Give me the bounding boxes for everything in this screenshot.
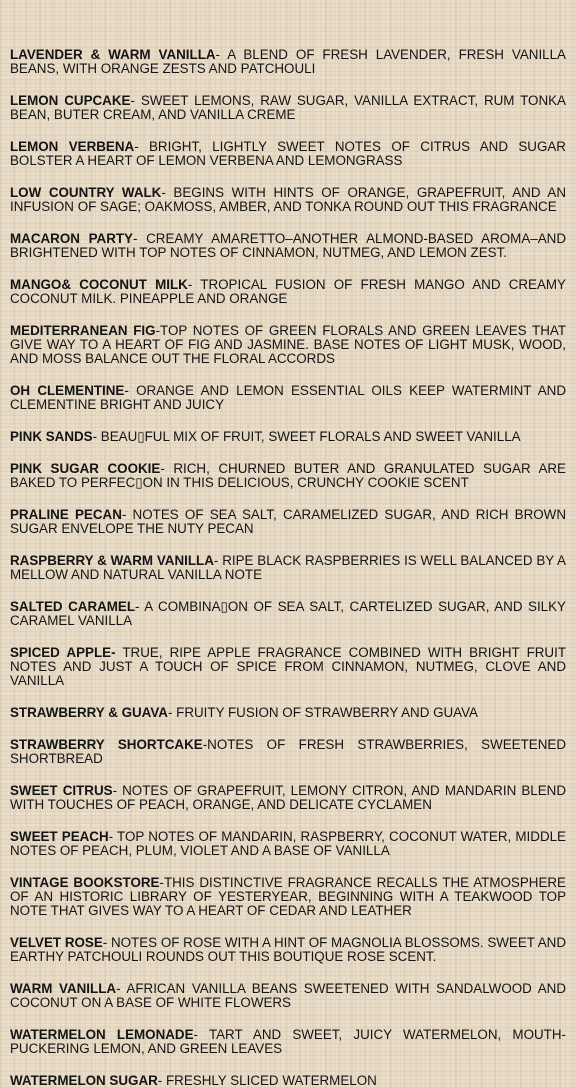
fragrance-description: - TOP NOTES OF MANDARIN, RASPBERRY, COCONUT WATER, MIDDLE NOTES OF PEACH, PLUM, VIOLET AND A BASE OF VANILLA bbox=[10, 829, 566, 859]
fragrance-entry bbox=[10, 48, 566, 76]
fragrance-entry bbox=[10, 186, 566, 214]
fragrance-entry bbox=[10, 140, 566, 168]
fragrance-entry bbox=[10, 982, 566, 1010]
fragrance-name: VINTAGE BOOKSTORE bbox=[10, 875, 160, 890]
fragrance-name: PINK SUGAR COOKIE bbox=[10, 461, 161, 476]
fragrance-name: VELVET ROSE bbox=[10, 935, 103, 951]
fragrance-name: LEMON CUPCAKE bbox=[10, 93, 131, 108]
fragrance-description: -NOTES OF FRESH STRAWBERRIES, SWEETENED SHORTBREAD bbox=[10, 737, 566, 767]
fragrance-entry bbox=[10, 600, 566, 628]
fragrance-description: - FRESHLY SLICED WATERMELON bbox=[157, 1073, 377, 1088]
fragrance-name: SPICED APPLE- bbox=[10, 645, 116, 660]
fragrance-entry bbox=[10, 508, 566, 536]
fragrance-entry bbox=[10, 830, 566, 858]
fragrance-name: OH CLEMENTINE bbox=[10, 383, 125, 399]
fragrance-entry bbox=[10, 554, 566, 582]
fragrance-entry bbox=[10, 462, 566, 490]
fragrance-name: MACARON PARTY bbox=[10, 231, 133, 246]
fragrance-description: - TART AND SWEET, JUICY WATERMELON, MOUTH-PUCKERING LEMON, AND GREEN LEAVES bbox=[10, 1027, 566, 1057]
fragrance-name: WATERMELON SUGAR bbox=[10, 1073, 158, 1088]
fragrance-description: - ORANGE AND LEMON ESSENTIAL OILS KEEP WATERMINT AND CLEMENTINE BRIGHT AND JUICY bbox=[10, 383, 566, 413]
fragrance-name: WATERMELON LEMONADE bbox=[10, 1027, 194, 1043]
fragrance-name: PRALINE PECAN bbox=[10, 507, 122, 522]
fragrance-name: STRAWBERRY SHORTCAKE bbox=[10, 737, 203, 752]
fragrance-name: LAVENDER & WARM VANILLA bbox=[10, 47, 216, 62]
fragrance-description: - BRIGHT, LIGHTLY SWEET NOTES OF CITRUS AND SUGAR BOLSTER A HEART OF LEMON VERBENA AND LEMONGRASS bbox=[10, 139, 566, 169]
fragrance-entry bbox=[10, 1028, 566, 1056]
fragrance-description: - NOTES OF ROSE WITH A HINT OF MAGNOLIA BLOSSOMS. SWEET AND EARTHY PATCHOULI ROUNDS OUT THIS BOUTIQUE ROSE SCENT. bbox=[10, 935, 566, 965]
fragrance-description: -TOP NOTES OF GREEN FLORALS AND GREEN LEAVES THAT GIVE WAY TO A HEART OF FIG AND JASMINE. BASE NOTES OF LIGHT MUSK, WOOD, AND MOSS BALANCE OUT THE FLORAL ACCORDS bbox=[10, 323, 566, 367]
fragrance-entry bbox=[10, 936, 566, 964]
fragrance-entry bbox=[10, 706, 566, 720]
fragrance-name: WARM VANILLA bbox=[10, 981, 117, 997]
fragrance-description: - AFRICAN VANILLA BEANS SWEETENED WITH SANDALWOOD AND COCONUT ON A BASE OF WHITE FLOWERS bbox=[10, 981, 566, 1011]
fragrance-entry bbox=[10, 232, 566, 260]
fragrance-entry bbox=[10, 738, 566, 766]
fragrance-entry bbox=[10, 384, 566, 412]
fragrance-entry bbox=[10, 646, 566, 689]
fragrance-description: - FRUITY FUSION OF STRAWBERRY AND GUAVA bbox=[167, 705, 478, 721]
fragrance-description: - TROPICAL FUSION OF FRESH MANGO AND CREAMY COCONUT MILK. PINEAPPLE AND ORANGE bbox=[10, 277, 566, 307]
fragrance-description: - RICH, CHURNED BUTER AND GRANULATED SUGAR ARE BAKED TO PERFEC▯ON IN THIS DELICIOUS, CRUNCHY COOKIE SCENT bbox=[10, 461, 566, 491]
fragrance-description: - A COMBINA▯ON OF SEA SALT, CARTELIZED SUGAR, AND SILKY CARAMEL VANILLA bbox=[10, 599, 566, 629]
fragrance-description: -THIS DISTINCTIVE FRAGRANCE RECALLS THE ATMOSPHERE OF AN HISTORIC LIBRARY OF YESTERYEAR, BEGINNING WITH A TEAKWOOD TOP NOTE THAT GIVES WAY TO A HEART OF CEDAR AND LEATHER bbox=[10, 875, 566, 919]
fragrance-description: - NOTES OF SEA SALT, CARAMELIZED SUGAR, AND RICH BROWN SUGAR ENVELOPE THE NUTY PECAN bbox=[10, 507, 566, 537]
fragrance-description: - BEGINS WITH HINTS OF ORANGE, GRAPEFRUIT, AND AN INFUSION OF SAGE; OAKMOSS, AMBER, AND TONKA ROUND OUT THIS FRAGRANCE bbox=[10, 185, 566, 215]
fragrance-entry bbox=[10, 94, 566, 122]
fragrance-name: MEDITERRANEAN FIG bbox=[10, 323, 156, 338]
fragrance-entry bbox=[10, 278, 566, 306]
fragrance-description: - CREAMY AMARETTO–ANOTHER ALMOND-BASED AROMA–AND BRIGHTENED WITH TOP NOTES OF CINNAMON, NUTMEG, AND LEMON ZEST. bbox=[10, 231, 566, 261]
fragrance-description: - NOTES OF GRAPEFRUIT, LEMONY CITRON, AND MANDARIN BLEND WITH TOUCHES OF PEACH, ORANGE, AND DELICATE CYCLAMEN bbox=[10, 783, 566, 813]
fragrance-description: - RIPE BLACK RASPBERRIES IS WELL BALANCED BY A MELLOW AND NATURAL VANILLA NOTE bbox=[10, 553, 566, 583]
fragrance-name: SWEET CITRUS bbox=[10, 783, 113, 798]
fragrance-name: MANGO& COCONUT MILK bbox=[10, 277, 188, 292]
fragrance-name: SWEET PEACH bbox=[10, 829, 109, 844]
fragrance-entry bbox=[10, 430, 566, 444]
fragrance-entry bbox=[10, 324, 566, 367]
fragrance-entry bbox=[10, 784, 566, 812]
fragrance-name: RASPBERRY & WARM VANILLA bbox=[10, 553, 214, 568]
fragrance-description: - A BLEND OF FRESH LAVENDER, FRESH VANILLA BEANS, WITH ORANGE ZESTS AND PATCHOULI bbox=[10, 47, 566, 77]
fragrance-description: TRUE, RIPE APPLE FRAGRANCE COMBINED WITH BRIGHT FRUIT NOTES AND JUST A TOUCH OF SPICE FROM CINNAMON, NUTMEG, CLOVE AND VANILLA bbox=[10, 645, 566, 689]
fragrance-name: PINK SANDS bbox=[10, 429, 93, 445]
fragrance-name: LEMON VERBENA bbox=[10, 139, 135, 154]
fragrance-entry bbox=[10, 876, 566, 919]
fragrance-entry bbox=[10, 1074, 566, 1088]
fragrance-description: - BEAU▯FUL MIX OF FRUIT, SWEET FLORALS AND SWEET VANILLA bbox=[92, 429, 521, 445]
fragrance-name: STRAWBERRY & GUAVA bbox=[10, 705, 168, 721]
fragrance-description: - SWEET LEMONS, RAW SUGAR, VANILLA EXTRACT, RUM TONKA BEAN, BUTER CREAM, AND VANILLA CREME bbox=[10, 93, 566, 123]
fragrance-name: LOW COUNTRY WALK bbox=[10, 185, 162, 200]
fragrance-name: SALTED CARAMEL bbox=[10, 599, 136, 614]
